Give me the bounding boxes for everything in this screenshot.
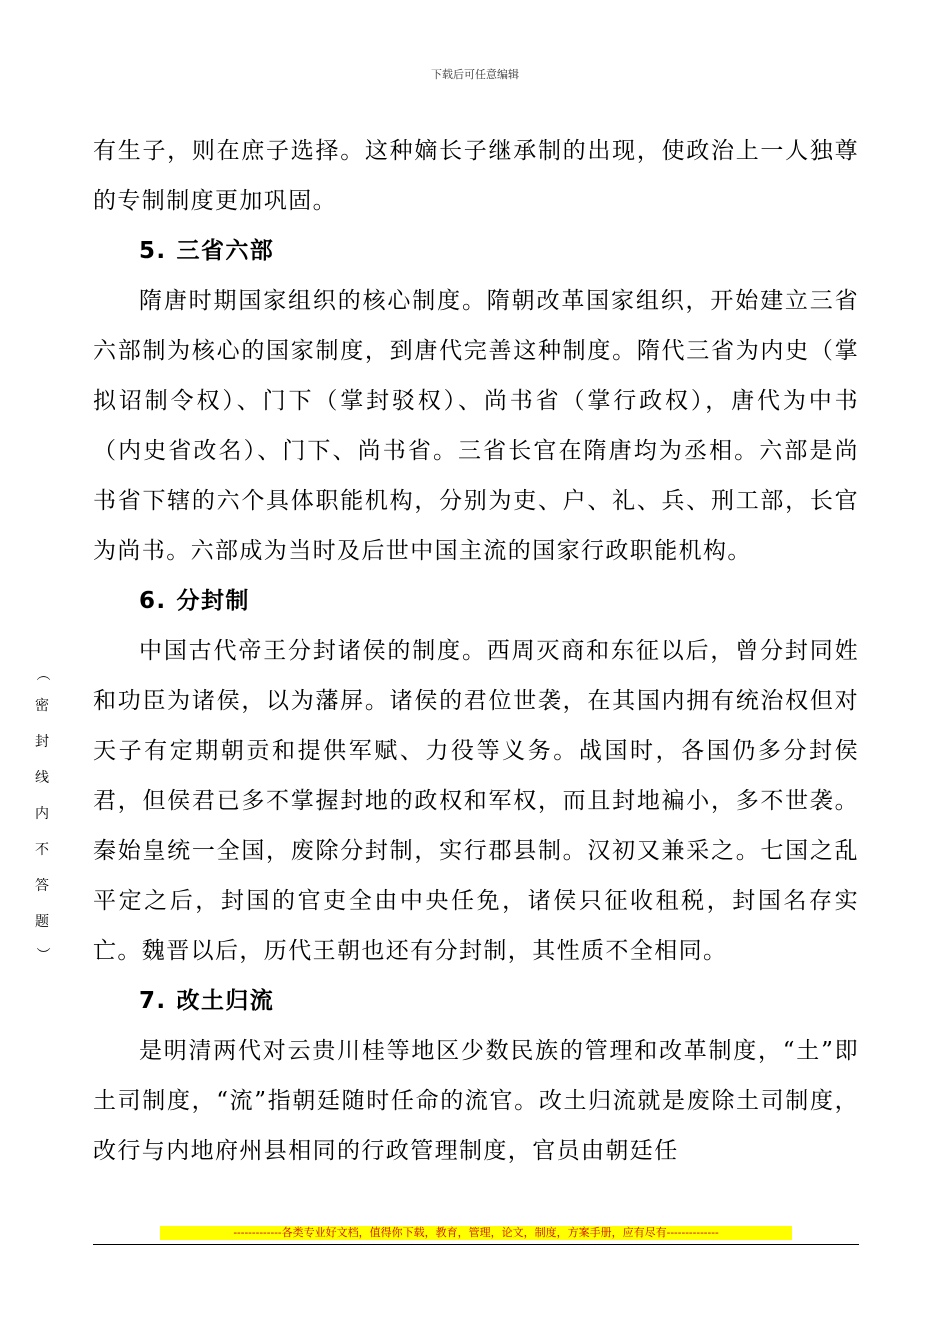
seal-char: ）: [34, 947, 50, 961]
seal-line-notice: [30, 660, 54, 968]
section-title: 三省六部: [176, 238, 275, 264]
section-title: 改土归流: [176, 988, 275, 1014]
section-heading-5: [93, 226, 859, 276]
section-title: 分封制: [176, 588, 250, 614]
paragraph-three-departments: 隋唐时期国家组织的核心制度。隋朝改革国家组织，开始建立三省六部制为核心的国家制度，到唐代完善这种制度。隋代三省为内史（掌拟诏制令权）、门下（掌封驳权）、尚书省（掌行政权），唐代为中书（内史省改名）、门下、尚书省。三省长官在隋唐均为丞相。六部是尚书省下辖的六个具体职能机构，分别为吏、户、礼、兵、刑工部，长官为尚书。六部成为当时及后世中国主流的国家行政职能机构。: [93, 288, 859, 564]
section-heading-7: [93, 976, 859, 1026]
footer-banner: -------------各类专业好文档，值得你下载，教育，管理，论文，制度，方案手册，应有尽有--------------: [160, 1226, 792, 1240]
page-header: 下载后可任意编辑: [431, 68, 519, 81]
seal-char: 内: [35, 806, 49, 822]
seal-char: 线: [35, 770, 49, 786]
section-number: 6.: [139, 588, 167, 614]
section-heading-6: [93, 576, 859, 626]
paragraph-inheritance: 有生子，则在庶子选择。这种嫡长子继承制的出现，使政治上一人独尊的专制制度更加巩固。: [93, 138, 859, 214]
seal-char: 密: [35, 698, 49, 714]
section-number: 7.: [139, 988, 167, 1014]
paragraph-gaitu-guiliu: 是明清两代对云贵川桂等地区少数民族的管理和改革制度，“土”即土司制度，“流”指朝廷随时任命的流官。改土归流就是废除土司制度，改行与内地府州县相同的行政管理制度，官员由朝廷任: [93, 1038, 859, 1164]
footer-divider: [93, 1244, 859, 1245]
seal-char: 题: [35, 914, 49, 930]
seal-char: 封: [35, 734, 49, 750]
document-body: [93, 126, 859, 1176]
seal-char: （: [34, 667, 50, 681]
paragraph-enfeoffment: 中国古代帝王分封诸侯的制度。西周灭商和东征以后，曾分封同姓和功臣为诸侯，以为藩屏。诸侯的君位世袭，在其国内拥有统治权但对天子有定期朝贡和提供军赋、力役等义务。战国时，各国仍多分封侯君，但侯君已多不掌握封地的政权和军权，而且封地褊小，多不世袭。秦始皇统一全国，废除分封制，实行郡县制。汉初又兼采之。七国之乱平定之后，封国的官吏全由中央任免，诸侯只征收租税，封国名存实亡。魏晋以后，历代王朝也还有分封制，其性质不全相同。: [93, 638, 859, 964]
seal-char: 答: [35, 878, 49, 894]
seal-char: 不: [35, 842, 49, 858]
section-number: 5.: [139, 238, 167, 264]
